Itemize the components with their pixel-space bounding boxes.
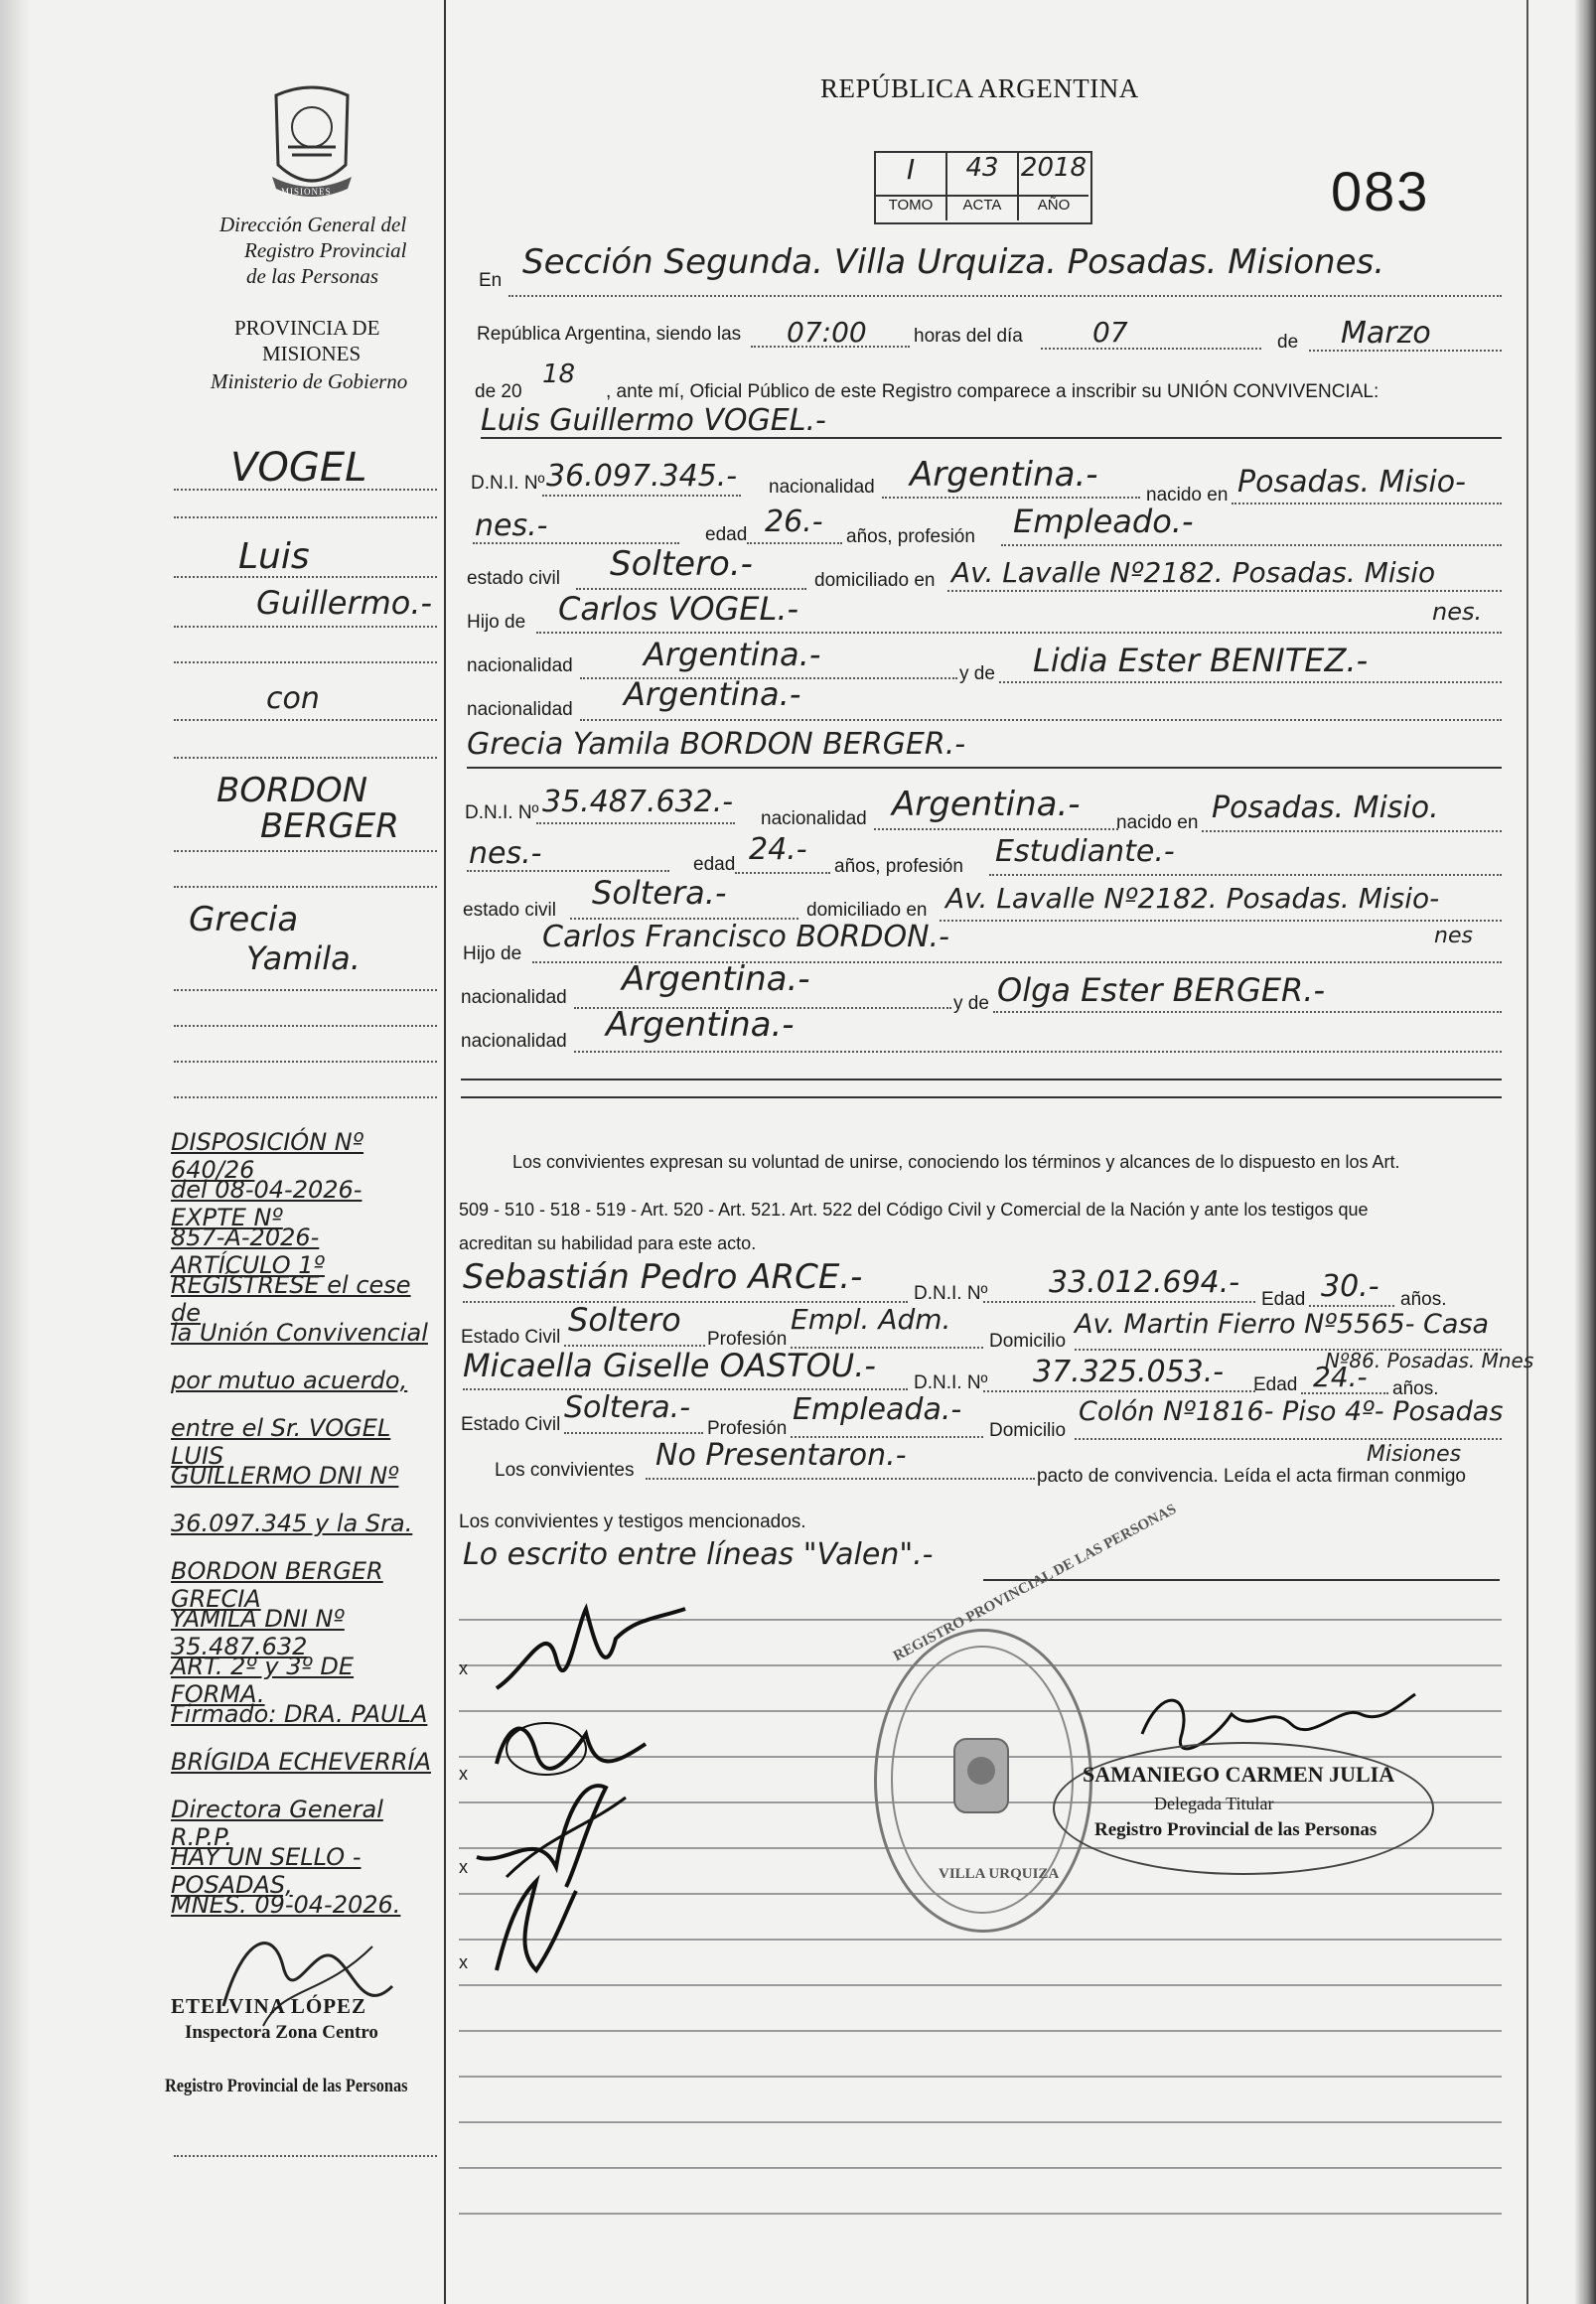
p2-dni-label: D.N.I. Nº	[465, 802, 539, 823]
p1-dom2: nes.	[1432, 598, 1483, 626]
t2-dni-label: D.N.I. Nº	[914, 1372, 988, 1393]
margin-surname1: VOGEL	[230, 445, 367, 491]
t2-prof-label: Profesión	[707, 1418, 788, 1439]
seal-label: MISIONES	[281, 187, 332, 197]
t1-edad-label: Edad	[1261, 1289, 1306, 1310]
note-line: la Unión Convivencial	[171, 1319, 428, 1347]
provincial-seal-icon	[266, 85, 358, 203]
official-role: Delegada Titular	[1154, 1794, 1274, 1813]
p2-estado: Soltera.-	[592, 874, 727, 912]
official-name: SAMANIEGO CARMEN JULIA	[1083, 1762, 1395, 1787]
page-edge-left	[0, 0, 30, 2304]
t1-estado-label: Estado Civil	[461, 1327, 561, 1348]
p2-estado-label: estado civil	[463, 900, 556, 921]
p1-prof: Empleado.-	[1013, 503, 1194, 540]
p2-dni: 35.487.632.-	[542, 785, 734, 819]
final-line: Los convivientes y testigos mencionados.	[459, 1512, 806, 1532]
lopez-role: Inspectora Zona Centro	[185, 2022, 378, 2043]
p2-nac: Argentina.-	[892, 785, 1081, 824]
p1-padre-nac-label: nacionalidad	[467, 655, 573, 676]
t2-estado-label: Estado Civil	[461, 1414, 561, 1435]
dia-value: 07	[1092, 316, 1128, 349]
margin-given1a: Luis	[238, 536, 310, 577]
note-line: 857-A-2026- ARTÍCULO 1º	[171, 1224, 325, 1279]
note-line: BORDON BERGER GRECIA	[171, 1557, 383, 1613]
country-title: REPÚBLICA ARGENTINA	[820, 73, 1139, 103]
p2-domic-label: domiciliado en	[806, 900, 928, 921]
acta-label: ACTA	[947, 197, 1019, 220]
institution-line3: de las Personas	[246, 264, 378, 288]
hora-value: 07:00	[787, 316, 867, 349]
note-line: REGÍSTRESE el cese de	[171, 1271, 411, 1327]
t1-domic-label: Domicilio	[989, 1331, 1067, 1352]
p2-edad-label: edad	[693, 854, 736, 875]
p2-anios-label: años, profesión	[834, 856, 963, 877]
signature-mark: x	[459, 1658, 468, 1678]
tomo-acta-box	[874, 151, 1092, 224]
lopez-office: Registro Provincial de las Personas	[165, 2076, 408, 2096]
p1-edad-label: edad	[705, 524, 748, 545]
p1-estado-label: estado civil	[467, 568, 560, 589]
declaracion-l1: Los convivientes expresan su voluntad de unirse, conociendo los términos y alcances de lo dispuesto en los Art.	[512, 1152, 1400, 1172]
note-line: 36.097.345 y la Sra.	[171, 1510, 413, 1537]
p1-nac-label: nacionalidad	[769, 477, 875, 498]
t2-estado: Soltera.-	[564, 1390, 691, 1425]
t1-dom: Av. Martin Fierro Nº5565- Casa	[1075, 1309, 1490, 1340]
margin-surname2b: BERGER	[260, 806, 399, 846]
tomo-value: I	[876, 153, 947, 195]
seal-emblem-icon	[946, 1731, 1016, 1820]
official-office: Registro Provincial de las Personas	[1094, 1819, 1378, 1840]
en-label: En	[479, 270, 503, 291]
year-prefix: de 20	[475, 381, 522, 402]
p2-edad: 24.-	[749, 832, 807, 867]
p1-domic-label: domiciliado en	[814, 570, 936, 591]
p1-nacido-label: nacido en	[1146, 485, 1229, 505]
p1-name: Luis Guillermo VOGEL.-	[481, 403, 826, 438]
institution-line1: Dirección General del	[219, 213, 407, 236]
p2-padre-nac-label: nacionalidad	[461, 987, 567, 1008]
institution-line2: Registro Provincial	[244, 238, 407, 262]
p2-padre-nac: Argentina.-	[622, 959, 810, 999]
p1-edad: 26.-	[765, 504, 823, 539]
page-edge-right	[1574, 0, 1596, 2304]
signature-conviviente-1	[487, 1599, 705, 1708]
t1-name: Sebastián Pedro ARCE.-	[463, 1257, 863, 1297]
margin-given2a: Grecia	[189, 900, 299, 939]
note-line: del 08-04-2026- EXPTE Nº	[171, 1176, 363, 1231]
lopez-name: ETELVINA LÓPEZ	[171, 1994, 367, 2018]
p1-madre: Lidia Ester BENITEZ.-	[1033, 642, 1369, 679]
p2-madre-nac: Argentina.-	[606, 1005, 795, 1045]
margin-rule	[444, 0, 446, 2304]
t2-domic-label: Domicilio	[989, 1420, 1067, 1441]
declaracion-l2: 509 - 510 - 518 - 519 - Art. 520 - Art. 521. Art. 522 del Código Civil y Comercial de la Nación y ante los testigos que	[459, 1200, 1369, 1220]
p2-padre: Carlos Francisco BORDON.-	[542, 920, 949, 954]
pacto-suffix: pacto de convivencia. Leída el acta firman conmigo	[1037, 1466, 1466, 1487]
mes-value: Marzo	[1341, 316, 1431, 351]
note-line: Directora General R.P.P.	[171, 1796, 383, 1851]
t2-edad-label: Edad	[1253, 1374, 1298, 1395]
note-line: MNES. 09-04-2026.	[171, 1891, 401, 1919]
p1-anios-label: años, profesión	[846, 526, 975, 547]
page-number: 083	[1331, 160, 1430, 222]
anio-label: AÑO	[1037, 197, 1071, 214]
horas-label: horas del día	[914, 326, 1023, 347]
p2-nacido2: nes.-	[469, 836, 542, 871]
note-line: BRÍGIDA ECHEVERRÍA	[171, 1748, 431, 1776]
p2-nac-label: nacionalidad	[761, 808, 867, 829]
tomo-label: TOMO	[876, 197, 947, 220]
entrelineas: Lo escrito entre líneas "Valen".-	[463, 1537, 934, 1572]
t1-dni-label: D.N.I. Nº	[914, 1283, 988, 1304]
p2-prof: Estudiante.-	[995, 834, 1175, 869]
t1-estado: Soltero	[568, 1301, 681, 1339]
note-line: GUILLERMO DNI Nº	[171, 1462, 399, 1490]
signature-mark: x	[459, 1952, 468, 1972]
margin-conj: con	[266, 681, 320, 716]
note-line: YAMILA DNI Nº 35.487.632	[171, 1605, 345, 1660]
province-line1: PROVINCIA DE	[234, 316, 380, 340]
note-line: por mutuo acuerdo,	[171, 1367, 408, 1394]
p1-nacido: Posadas. Misio-	[1237, 465, 1466, 500]
note-line: entre el Sr. VOGEL LUIS	[171, 1414, 391, 1470]
p2-name: Grecia Yamila BORDON BERGER.-	[467, 727, 966, 762]
ministry: Ministerio de Gobierno	[211, 369, 408, 393]
seccion-value: Sección Segunda. Villa Urquiza. Posadas. Misiones.	[522, 242, 1385, 282]
p2-madre: Olga Ester BERGER.-	[997, 971, 1325, 1009]
p2-dom: Av. Lavalle Nº2182. Posadas. Misio-	[945, 882, 1440, 915]
t2-prof: Empleada.-	[793, 1392, 962, 1427]
de-label: de	[1277, 332, 1299, 353]
p1-y-de: y de	[959, 663, 995, 684]
margin-given2b: Yamila.	[246, 939, 361, 977]
p1-madre-nac-label: nacionalidad	[467, 699, 573, 720]
t2-anios: años.	[1392, 1378, 1439, 1399]
convivientes-label: Los convivientes	[495, 1460, 635, 1481]
province-line2: MISIONES	[262, 342, 362, 365]
p2-hijo-label: Hijo de	[463, 943, 522, 964]
p1-dom: Av. Lavalle Nº2182. Posadas. Misio	[951, 556, 1436, 589]
note-line: DISPOSICIÓN Nº 640/26	[171, 1128, 364, 1184]
rep-prefix: República Argentina, siendo las	[477, 324, 742, 345]
t1-prof: Empl. Adm.	[791, 1303, 951, 1336]
margin-given1b: Guillermo.-	[256, 584, 433, 622]
year-suffix: 18	[542, 360, 576, 389]
p1-madre-nac: Argentina.-	[624, 675, 801, 713]
p2-dom2: nes	[1434, 924, 1473, 948]
t1-edad: 30.-	[1321, 1269, 1379, 1304]
note-line: HAY UN SELLO - POSADAS,	[171, 1843, 362, 1899]
seal-ring-text: REGISTRO PROVINCIAL DE LAS PERSONAS	[891, 1501, 1180, 1665]
comparece-text: , ante mí, Oficial Público de este Registro comparece a inscribir su UNIÓN CONVIVENCIAL:	[606, 381, 1379, 402]
note-line: ART. 2º y 3º DE FORMA.	[171, 1653, 355, 1708]
p1-dni: 36.097.345.-	[546, 459, 738, 494]
registry-round-seal	[874, 1501, 1180, 1933]
p1-dni-label: D.N.I. Nº	[471, 473, 545, 494]
t1-dom2: Nº86. Posadas. Mnes	[1325, 1349, 1534, 1372]
margin-surname2a: BORDON	[217, 771, 368, 810]
seal-inner-text: VILLA URQUIZA	[939, 1866, 1060, 1882]
acta-value: 43	[947, 153, 1019, 195]
t2-edad: 24.-	[1313, 1361, 1368, 1393]
p1-padre: Carlos VOGEL.-	[558, 590, 799, 628]
note-line: Firmado: DRA. PAULA	[171, 1700, 428, 1728]
p2-nacido: Posadas. Misio.	[1212, 791, 1439, 825]
p2-nacido-label: nacido en	[1116, 812, 1199, 833]
signature-mark: x	[459, 1764, 468, 1784]
t2-name: Micaella Giselle OASTOU.-	[463, 1347, 876, 1384]
right-rule	[1526, 0, 1528, 2304]
declaracion-l3: acreditan su habilidad para este acto.	[459, 1233, 757, 1253]
signature-mark: x	[459, 1857, 468, 1877]
signature-testigo-2	[477, 1871, 596, 1980]
p1-hijo-label: Hijo de	[467, 612, 526, 633]
t1-anios: años.	[1400, 1289, 1447, 1310]
t2-dom: Colón Nº1816- Piso 4º- Posadas	[1079, 1396, 1504, 1427]
anio-value: 2018	[1020, 153, 1088, 183]
p1-nacido2: nes.-	[475, 508, 548, 543]
pacto-value: No Presentaron.-	[655, 1438, 907, 1473]
p1-nac: Argentina.-	[910, 455, 1098, 495]
t1-prof-label: Profesión	[707, 1329, 788, 1350]
p2-y-de: y de	[953, 993, 989, 1014]
p1-padre-nac: Argentina.-	[644, 636, 821, 673]
p2-madre-nac-label: nacionalidad	[461, 1031, 567, 1052]
t2-dom2: Misiones	[1367, 1442, 1462, 1467]
t1-dni: 33.012.694.-	[1049, 1265, 1240, 1300]
t2-dni: 37.325.053.-	[1033, 1355, 1225, 1389]
inspector-signature	[204, 1927, 412, 2036]
p1-estado: Soltero.-	[610, 544, 753, 584]
